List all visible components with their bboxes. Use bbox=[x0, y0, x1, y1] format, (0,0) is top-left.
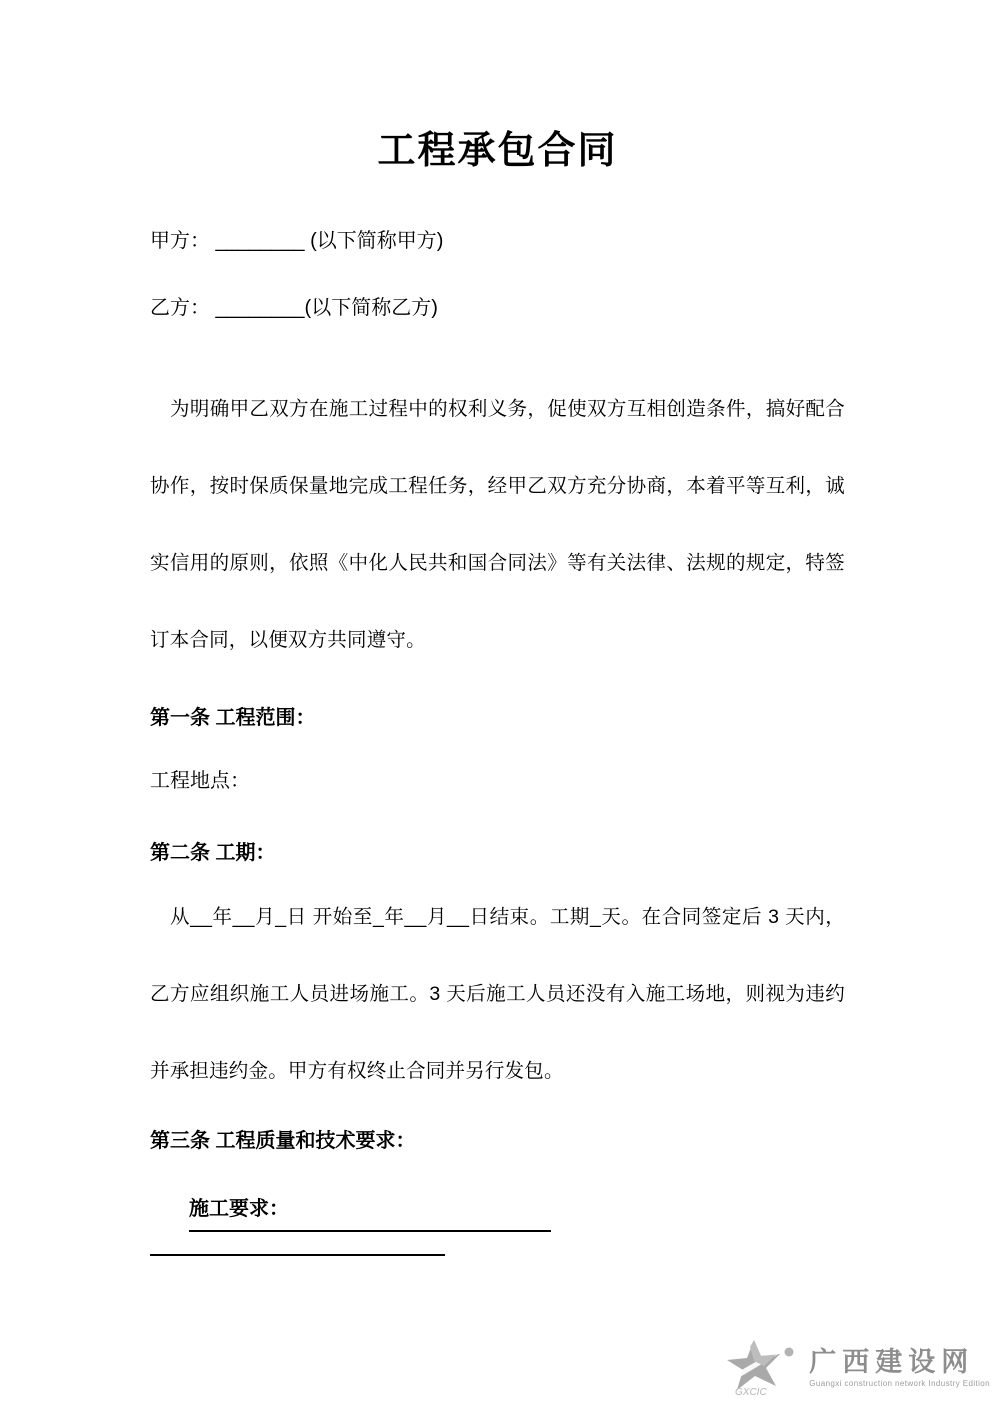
party-b-line: 乙方： ________(以下简称乙方) bbox=[150, 297, 438, 319]
blank-fill-line bbox=[150, 1254, 445, 1256]
logo-dot-icon bbox=[785, 1348, 794, 1357]
site-logo bbox=[723, 1337, 990, 1399]
logo-watermark-text: GXCIC bbox=[735, 1387, 767, 1398]
logo-text-block bbox=[809, 1337, 990, 1388]
star-icon bbox=[723, 1337, 805, 1399]
party-a-line: 甲方： ________ (以下简称甲方) bbox=[150, 230, 444, 252]
logo-tagline: Guangxi construction network Industry Edition bbox=[809, 1379, 990, 1388]
section-2-body: 从__年__月_日 开始至_年__月__日结束。工期_天。在合同签定后 3 天内，乙方应组织施工人员进场施工。3 天后施工人员还没有入施工场地，则视为违约并承担违约金。甲方有权终止合同并另行发包。 bbox=[150, 906, 845, 1082]
construction-requirements-row bbox=[150, 1196, 845, 1232]
project-location-label: 工程地点： bbox=[150, 770, 250, 792]
section-1-heading: 第一条 工程范围： bbox=[150, 707, 316, 729]
section-2-heading: 第二条 工期： bbox=[150, 842, 276, 864]
logo-site-name: 广西建设网 bbox=[809, 1347, 975, 1377]
construction-requirements-label: 施工要求： bbox=[189, 1196, 551, 1232]
document-title: 工程承包合同 bbox=[377, 130, 618, 172]
section-3-heading: 第三条 工程质量和技术要求： bbox=[150, 1130, 416, 1152]
preamble-paragraph: 为明确甲乙双方在施工过程中的权利义务，促使双方互相创造条件，搞好配合协作，按时保质保量地完成工程任务，经甲乙双方充分协商，本着平等互利，诚实信用的原则，依照《中化人民共和国合同法》等有关法律、法规的规定，特签订本合同，以便双方共同遵守。 bbox=[150, 398, 845, 651]
